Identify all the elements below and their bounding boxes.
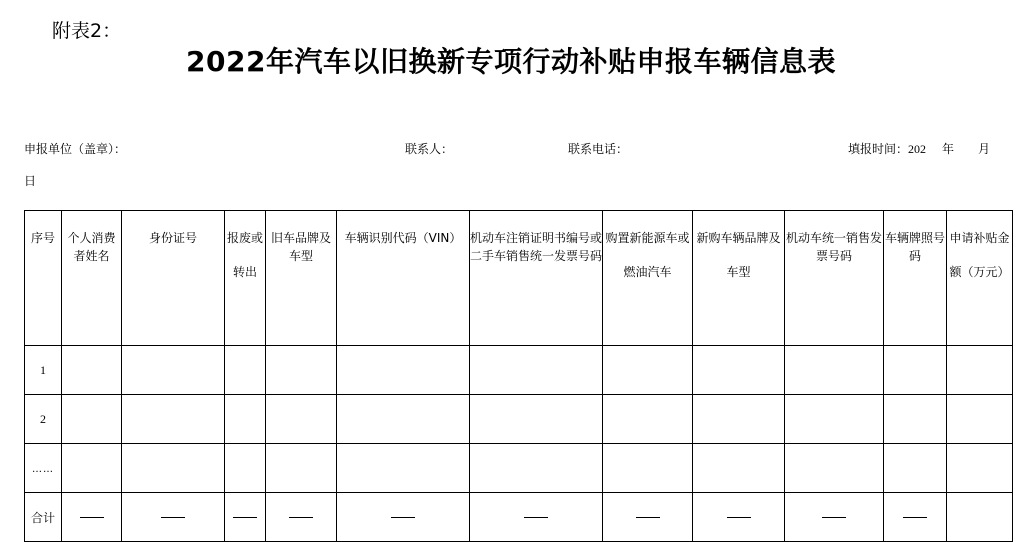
table-row (25, 395, 1013, 444)
table-cell[interactable] (225, 444, 266, 493)
table-cell[interactable] (947, 444, 1013, 493)
total-placeholder-cell (62, 493, 122, 542)
date-label: 填报时间： (848, 142, 909, 156)
total-label: 合计 (25, 493, 62, 542)
row-index-ellipsis: …… (32, 464, 54, 475)
table-cell[interactable] (603, 395, 693, 444)
col-header-new-car-model: 新购车辆品牌及车型 (693, 211, 785, 346)
table-cell[interactable] (266, 346, 337, 395)
table-row (25, 346, 1013, 395)
vehicle-info-table (24, 210, 1013, 542)
table-cell[interactable] (470, 444, 603, 493)
year-char: 年 (942, 142, 955, 156)
table-cell[interactable] (947, 346, 1013, 395)
total-placeholder-cell (603, 493, 693, 542)
table-cell[interactable] (470, 395, 603, 444)
total-placeholder-cell (122, 493, 225, 542)
table-cell[interactable] (947, 395, 1013, 444)
col-header-id-number: 身份证号 (122, 211, 225, 346)
day-char: 日 (24, 174, 37, 188)
col-header-old-car-model: 旧车品牌及车型 (266, 211, 337, 346)
table-cell[interactable] (785, 395, 884, 444)
table-cell[interactable] (62, 346, 122, 395)
col-header-index: 序号 (25, 211, 62, 346)
row-index: 1 (40, 362, 46, 377)
total-placeholder-cell (693, 493, 785, 542)
table-cell[interactable] (603, 444, 693, 493)
col-header-new-car-type: 购置新能源车或燃油汽车 (603, 211, 693, 346)
table-cell[interactable] (785, 444, 884, 493)
table-cell[interactable] (122, 395, 225, 444)
table-cell[interactable] (225, 395, 266, 444)
col-header-scrap-or-transfer: 报废或转出 (225, 211, 266, 346)
row-index-cell[interactable] (25, 346, 62, 395)
table-cell[interactable] (884, 444, 947, 493)
table-cell[interactable] (470, 346, 603, 395)
total-placeholder-cell (266, 493, 337, 542)
total-empty-cell[interactable] (947, 493, 1013, 542)
total-placeholder-cell (884, 493, 947, 542)
table-cell[interactable] (693, 346, 785, 395)
table-cell[interactable] (693, 395, 785, 444)
table-cell[interactable] (884, 346, 947, 395)
contact-label: 联系人： (405, 142, 454, 156)
col-header-plate-no: 车辆牌照号码 (884, 211, 947, 346)
table-cell[interactable] (62, 395, 122, 444)
total-placeholder-cell (225, 493, 266, 542)
row-index: 2 (40, 411, 46, 426)
table-cell[interactable] (603, 346, 693, 395)
date-field (848, 140, 990, 157)
table-cell[interactable] (884, 395, 947, 444)
unit-label: 申报单位（盖章）： (24, 142, 127, 156)
table-cell[interactable] (337, 444, 470, 493)
col-header-vin: 车辆识别代码（VIN） (337, 211, 470, 346)
table-header-row (25, 211, 1013, 346)
row-index-cell[interactable] (25, 444, 62, 493)
table-cell[interactable] (266, 444, 337, 493)
table-cell[interactable] (337, 395, 470, 444)
table-cell[interactable] (693, 444, 785, 493)
table-cell[interactable] (122, 346, 225, 395)
total-placeholder-cell (337, 493, 470, 542)
table-cell[interactable] (266, 395, 337, 444)
total-row (25, 493, 1013, 542)
date-year-prefix: 202 (908, 142, 927, 156)
phone-label: 联系电话： (568, 142, 629, 156)
table-cell[interactable] (337, 346, 470, 395)
document-title: 2022年汽车以旧换新专项行动补贴申报车辆信息表 (186, 45, 836, 78)
table-cell[interactable] (62, 444, 122, 493)
table-cell[interactable] (785, 346, 884, 395)
col-header-invoice-no: 机动车统一销售发票号码 (785, 211, 884, 346)
row-index-cell[interactable] (25, 395, 62, 444)
total-placeholder-cell (785, 493, 884, 542)
annex-label: 附表2： (52, 20, 122, 42)
col-header-consumer-name: 个人消费者姓名 (62, 211, 122, 346)
col-header-subsidy-amount: 申请补贴金额（万元） (947, 211, 1013, 346)
table-cell[interactable] (122, 444, 225, 493)
total-placeholder-cell (470, 493, 603, 542)
table-cell[interactable] (225, 346, 266, 395)
month-char: 月 (978, 142, 991, 156)
col-header-deregistration-no: 机动车注销证明书编号或二手车销售统一发票号码 (470, 211, 603, 346)
table-row (25, 444, 1013, 493)
